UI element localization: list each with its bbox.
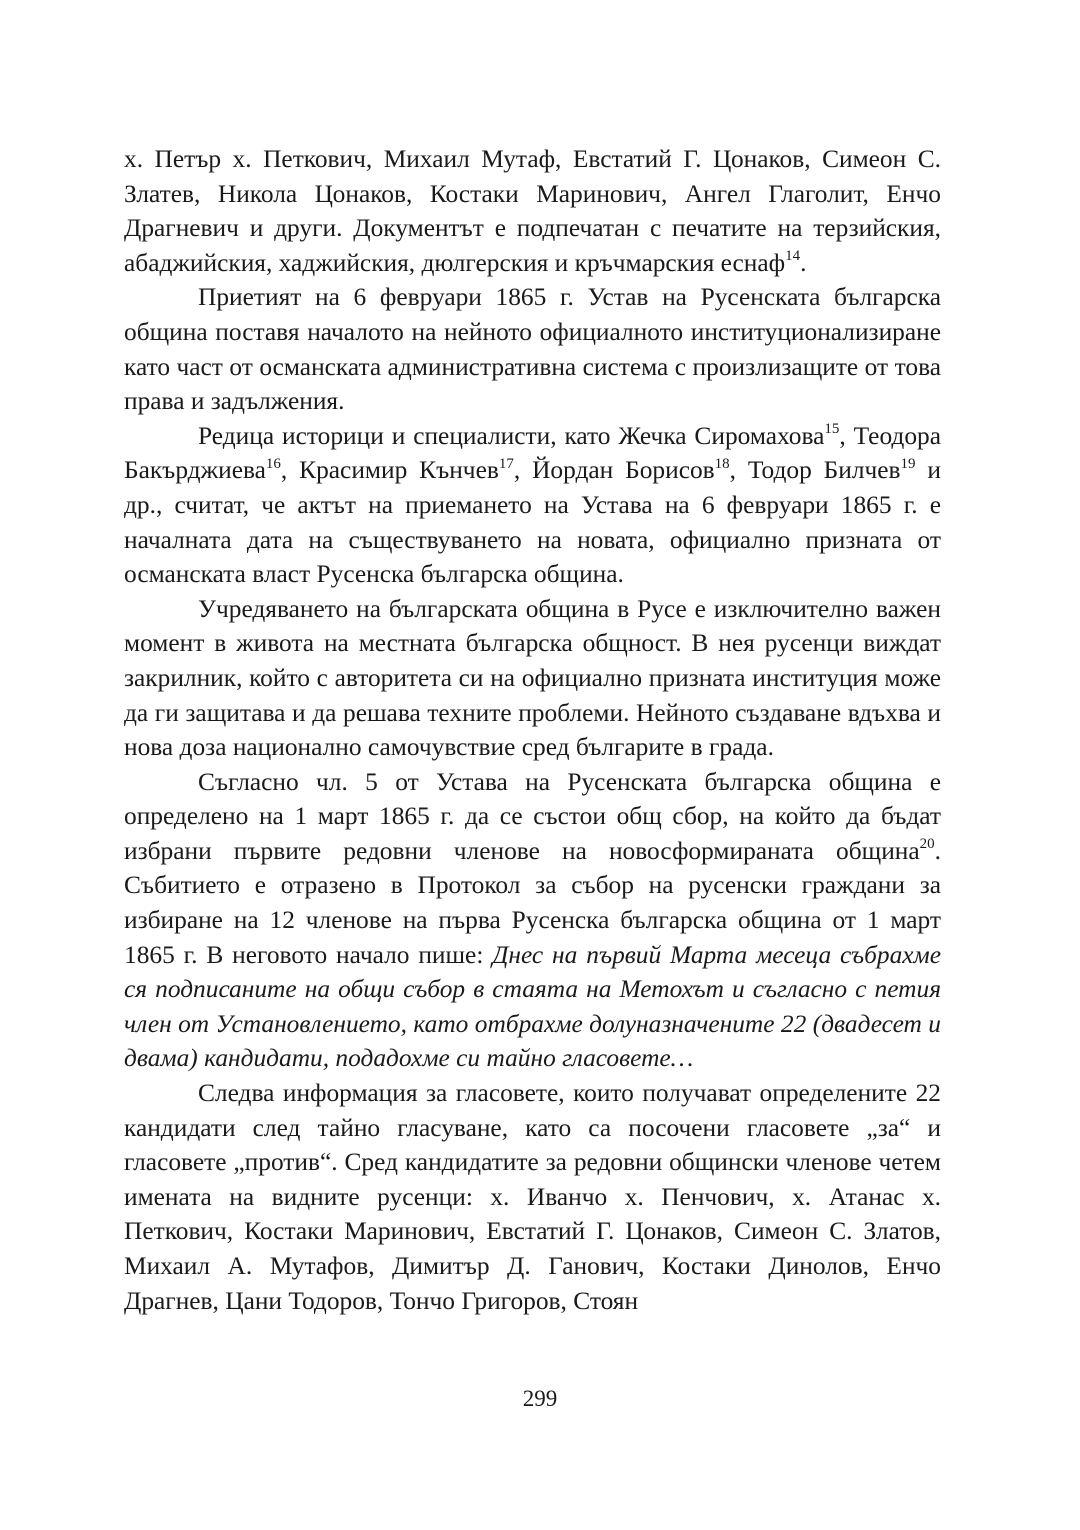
paragraph-4 [124, 592, 941, 765]
paragraph-text: Редица историци и специалисти, като Жечка Сиромахова [198, 421, 825, 450]
body-text [124, 142, 941, 1318]
paragraph-text: Съгласно чл. 5 от Устава на Русенската българска община е определено на 1 март 1865 г. да се състои общ сбор, на който да бъдат избрани първите редовни членове на новосформираната община [124, 767, 941, 865]
footnote-ref-16: 16 [265, 455, 281, 472]
footnote-ref-19: 19 [900, 455, 916, 472]
paragraph-text: , Красимир Кънчев [280, 456, 499, 485]
italic-quote: Днес на първий Марта месеца събрахме ся подписаните на общи събор в стаята на Метохът и съгласно с петия член от Установлението, като отбрахме долуназначените 22 (двадесет и двама) кандидати, подадохме си тайно гласовете… [124, 940, 942, 1073]
paragraph-3 [124, 419, 941, 592]
footnote-ref-17: 17 [498, 455, 514, 472]
footnote-ref-20: 20 [919, 836, 935, 853]
paragraph-text: . [800, 248, 807, 277]
paragraph-text: , Тодор Билчев [729, 456, 901, 485]
paragraph-1 [124, 142, 941, 280]
paragraph-text: и др., считат, че актът на приемането на Устава на 6 февруари 1865 г. е началната дата на съществуването на новата, официално призната от османската власт Русенска българска община. [124, 456, 941, 589]
footnote-ref-18: 18 [714, 455, 730, 472]
footnote-ref-15: 15 [824, 421, 840, 438]
paragraph-text: , Йордан Борисов [513, 456, 715, 485]
paragraph-text: х. Петър х. Петкович, Михаил Мутаф, Евстатий Г. Цонаков, Симеон С. Златев, Никола Цонаков, Костаки Маринович, Ангел Глаголит, Енчо Драгневич и други. Документът е подпечатан с печатите на терзийския, абаджийския, хаджийския, дюлгерския и кръчмарския еснаф [124, 145, 941, 277]
paragraph-text: , Теодора Бакърджиева [124, 421, 941, 485]
paragraph-6 [124, 1076, 941, 1318]
footnote-ref-14: 14 [785, 248, 801, 265]
paragraph-2 [124, 280, 941, 418]
paragraph-text: Приетият на 6 февруари 1865 г. Устав на Русенската българска община поставя началото на нейното официалното институционализиране като част от османската административна система с произлизащите от това права и задължения. [124, 283, 941, 416]
paragraph-text: Следва информация за гласовете, които получават определените 22 кандидати след тайно гласуване, като са посочени гласовете „за“ и гласовете „против“. Сред кандидатите за редовни общински членове четем имената на видните русенци: х. Иванчо х. Пенчович, х. Атанас х. Петкович, Костаки Маринович, Евстатий Г. Цонаков, Симеон С. Златов, Михаил А. Мутафов, Димитър Д. Ганович, Костаки Динолов, Енчо Драгнев, Цани Тодоров, Тончо Григоров, Стоян [124, 1079, 941, 1315]
paragraph-text: . Събитието е отразено в Протокол за събор на русенски граждани за избиране на 12 членове на първа Русенска българска община от 1 март 1865 г. В неговото начало пише: [124, 836, 941, 969]
page-number: 299 [522, 1386, 558, 1411]
paragraph-text: Учредяването на българската община в Русе е изключително важен момент в живота на местната българска общност. В нея русенци виждат закрилник, който с авторитета си на официално призната институция може да ги защитава и да решава техните проблеми. Нейното създаване вдъхва и нова доза национално самочувствие сред българите в града. [124, 594, 941, 762]
paragraph-5 [124, 765, 941, 1076]
